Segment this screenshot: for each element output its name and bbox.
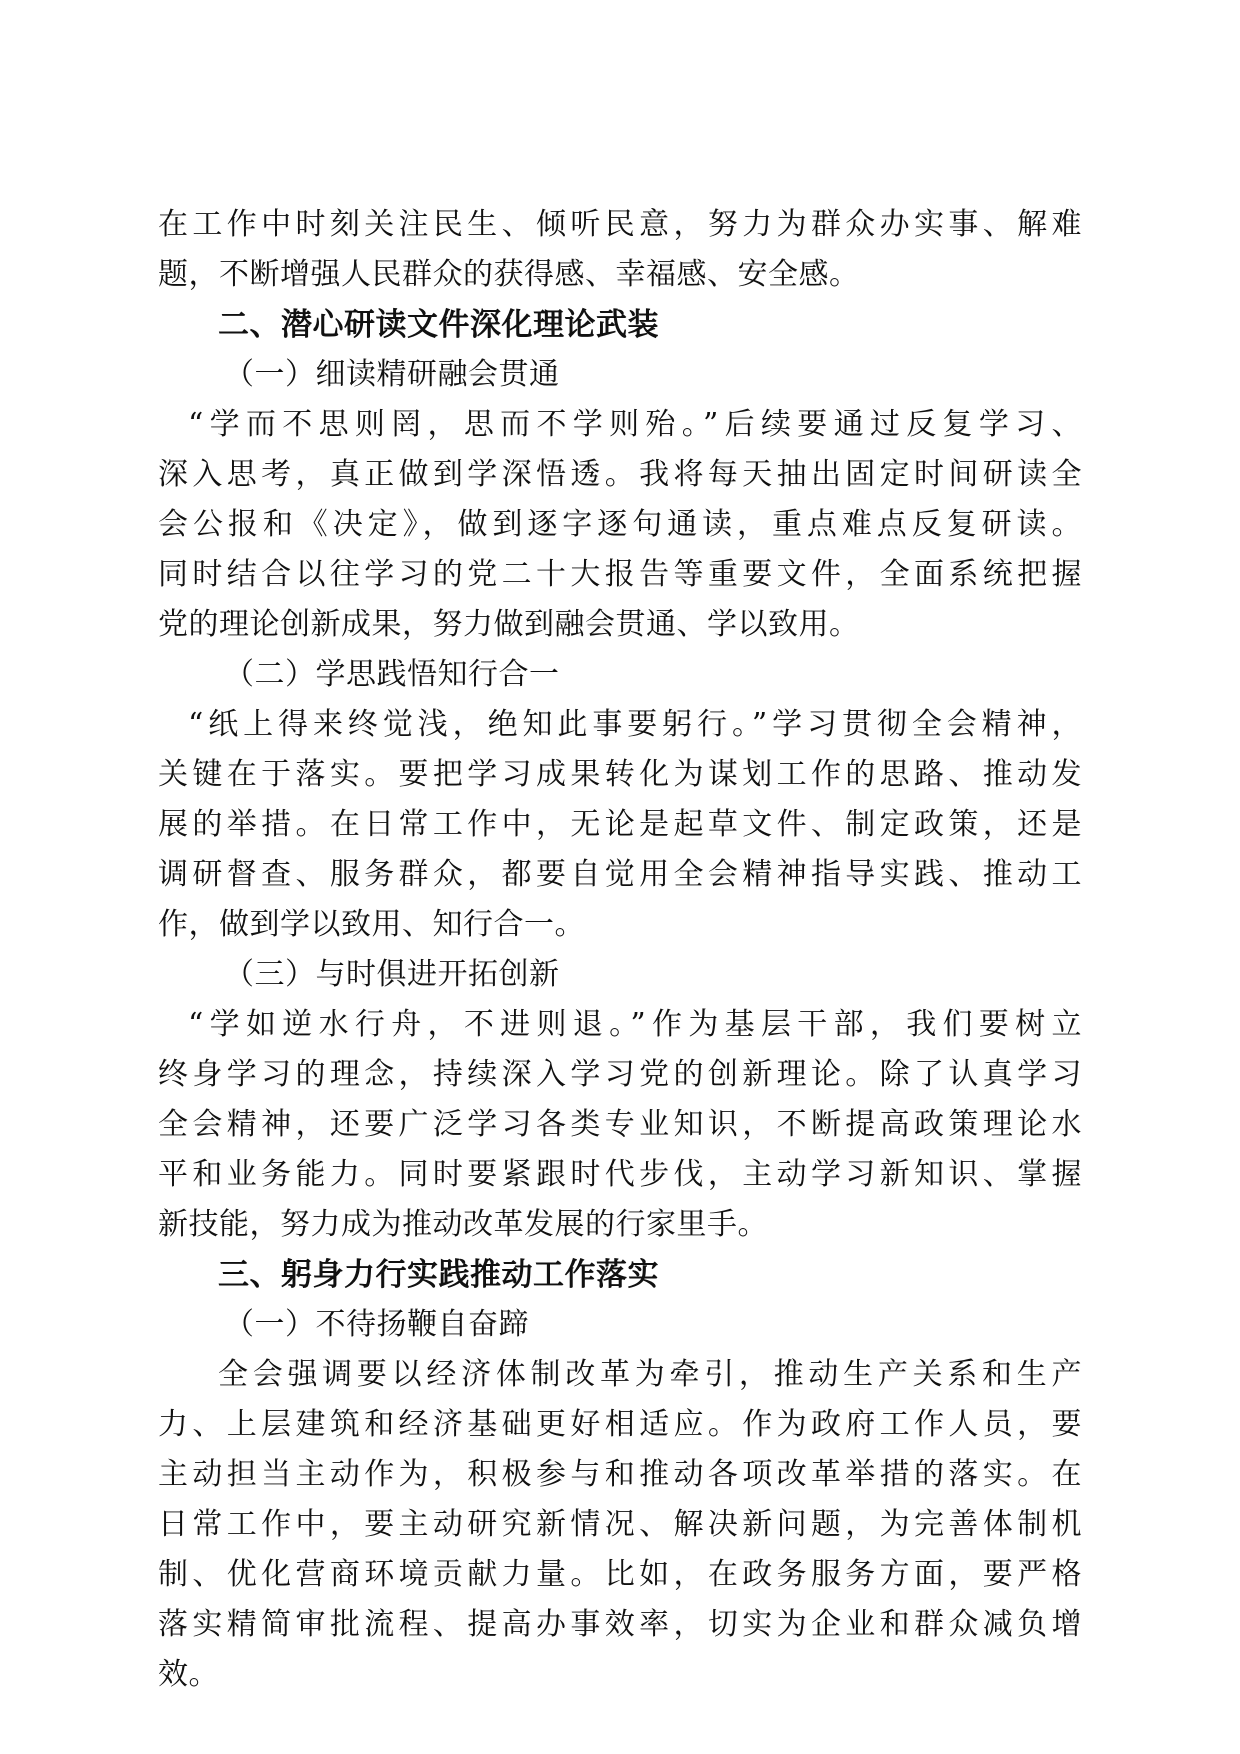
text-line: 主动担当主动作为，积极参与和推动各项改革举措的落实。在 [158,1457,1082,1492]
paragraph-2-1 [158,400,1082,650]
text-line: 全会强调要以经济体制改革为牵引，推动生产关系和生产 [218,1357,1082,1392]
paragraph-2-2 [158,700,1082,950]
text-line: 题，不断增强人民群众的获得感、幸福感、安全感。 [158,257,860,292]
subsection-heading-2-1: （一）细读精研融会贯通 [224,357,560,392]
text-line: 作，做到学以致用、知行合一。 [158,907,585,942]
text-line: 落实精简审批流程、提高办事效率，切实为企业和群众减负增 [158,1607,1082,1642]
document-page [158,200,1082,1700]
subsection-heading-3-1: （一）不待扬鞭自奋蹄 [224,1307,529,1342]
text-line: “学如逆水行舟，不进则退。”作为基层干部，我们要树立 [188,1007,1082,1042]
text-line: 会公报和《决定》，做到逐字逐句通读，重点难点反复研读。 [158,507,1082,542]
paragraph-intro [158,200,1082,300]
text-line: 力、上层建筑和经济基础更好相适应。作为政府工作人员，要 [158,1407,1082,1442]
text-line: 在工作中时刻关注民生、倾听民意，努力为群众办实事、解难 [158,207,1082,242]
paragraph-2-3 [158,1000,1082,1250]
subsection-heading-2-3: （三）与时俱进开拓创新 [224,957,560,992]
section-heading-3: 三、躬身力行实践推动工作落实 [218,1257,659,1293]
text-line: 展的举措。在日常工作中，无论是起草文件、制定政策，还是 [158,807,1082,842]
section-heading-2: 二、潜心研读文件深化理论武装 [218,307,659,343]
text-line: 制、优化营商环境贡献力量。比如，在政务服务方面，要严格 [158,1557,1082,1592]
text-line: 党的理论创新成果，努力做到融会贯通、学以致用。 [158,607,860,642]
text-line: 深入思考，真正做到学深悟透。我将每天抽出固定时间研读全 [158,457,1082,492]
text-line: 日常工作中，要主动研究新情况、解决新问题，为完善体制机 [158,1507,1082,1542]
text-line: “学而不思则罔，思而不学则殆。”后续要通过反复学习、 [188,407,1082,442]
paragraph-3-1 [158,1350,1082,1700]
text-line: 全会精神，还要广泛学习各类专业知识，不断提高政策理论水 [158,1107,1082,1142]
text-line: 新技能，努力成为推动改革发展的行家里手。 [158,1207,768,1242]
subsection-heading-2-2: （二）学思践悟知行合一 [224,657,560,692]
text-line: 终身学习的理念，持续深入学习党的创新理论。除了认真学习 [158,1057,1082,1092]
text-line: 关键在于落实。要把学习成果转化为谋划工作的思路、推动发 [158,757,1082,792]
text-line: 同时结合以往学习的党二十大报告等重要文件，全面系统把握 [158,557,1082,592]
text-line: “纸上得来终觉浅，绝知此事要躬行。”学习贯彻全会精神， [188,707,1082,742]
text-line: 效。 [158,1657,219,1692]
text-line: 平和业务能力。同时要紧跟时代步伐，主动学习新知识、掌握 [158,1157,1082,1192]
text-line: 调研督查、服务群众，都要自觉用全会精神指导实践、推动工 [158,857,1082,892]
